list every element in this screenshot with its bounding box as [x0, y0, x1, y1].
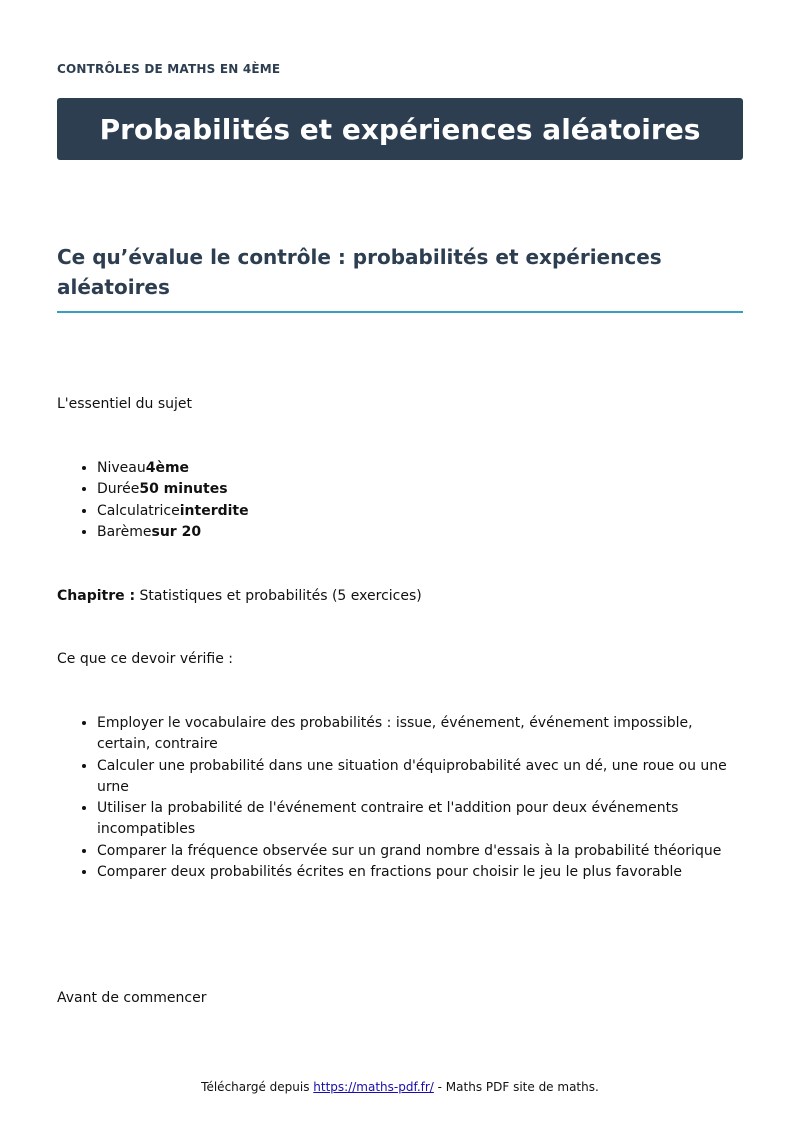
- item-label: Durée: [97, 481, 140, 498]
- footer-prefix: Téléchargé depuis: [201, 1080, 314, 1094]
- title-banner: [57, 98, 743, 160]
- footer-suffix: - Maths PDF site de maths.: [433, 1080, 599, 1094]
- list-item: [97, 501, 743, 522]
- list-item: • Employer le vocabulaire des probabilités : issue, événement, événement impossible, certain, contraire: [97, 713, 743, 756]
- list-item: • Comparer la fréquence observée sur un grand nombre d'essais à la probabilité théorique: [97, 841, 743, 862]
- item-value: sur 20: [151, 523, 202, 540]
- verifie-heading: Ce que ce devoir vérifie :: [57, 651, 234, 667]
- footer-link[interactable]: https://maths-pdf.fr/: [313, 1080, 434, 1094]
- item-label: Niveau: [97, 460, 146, 476]
- list-item: [97, 479, 743, 500]
- item-value: 50 minutes: [139, 481, 228, 498]
- list-item: • Calculer une probabilité dans une situation d'équiprobabilité avec un dé, une roue ou une urne: [97, 756, 743, 799]
- section-title: Ce qu’évalue le contrôle : probabilités et expériences aléatoires: [57, 242, 743, 313]
- essentiel-list: [57, 458, 743, 543]
- chapitre-line: [57, 587, 422, 605]
- page-kicker: CONTRÔLES DE MATHS EN 4ÈME: [57, 62, 281, 76]
- list-item: • Comparer deux probabilités écrites en fractions pour choisir le jeu le plus favorable: [97, 862, 743, 883]
- list-item: • Utiliser la probabilité de l'événement contraire et l'addition pour deux événements incompatibles: [97, 798, 743, 841]
- essentiel-heading: L'essentiel du sujet: [57, 396, 193, 412]
- page-footer: [0, 1080, 800, 1094]
- item-label: Barème: [97, 523, 152, 540]
- avant-heading: Avant de commencer: [57, 990, 207, 1006]
- verifie-list: [57, 713, 743, 883]
- item-label: Calculatrice: [97, 502, 180, 519]
- chapitre-text: Statistiques et probabilités (5 exercices): [135, 588, 422, 604]
- page-title: Probabilités et expériences aléatoires: [99, 112, 701, 146]
- chapitre-label: Chapitre :: [57, 588, 136, 604]
- list-item: [97, 458, 743, 479]
- item-value: 4ème: [145, 460, 190, 476]
- list-item: [97, 522, 743, 543]
- item-value: interdite: [179, 502, 249, 519]
